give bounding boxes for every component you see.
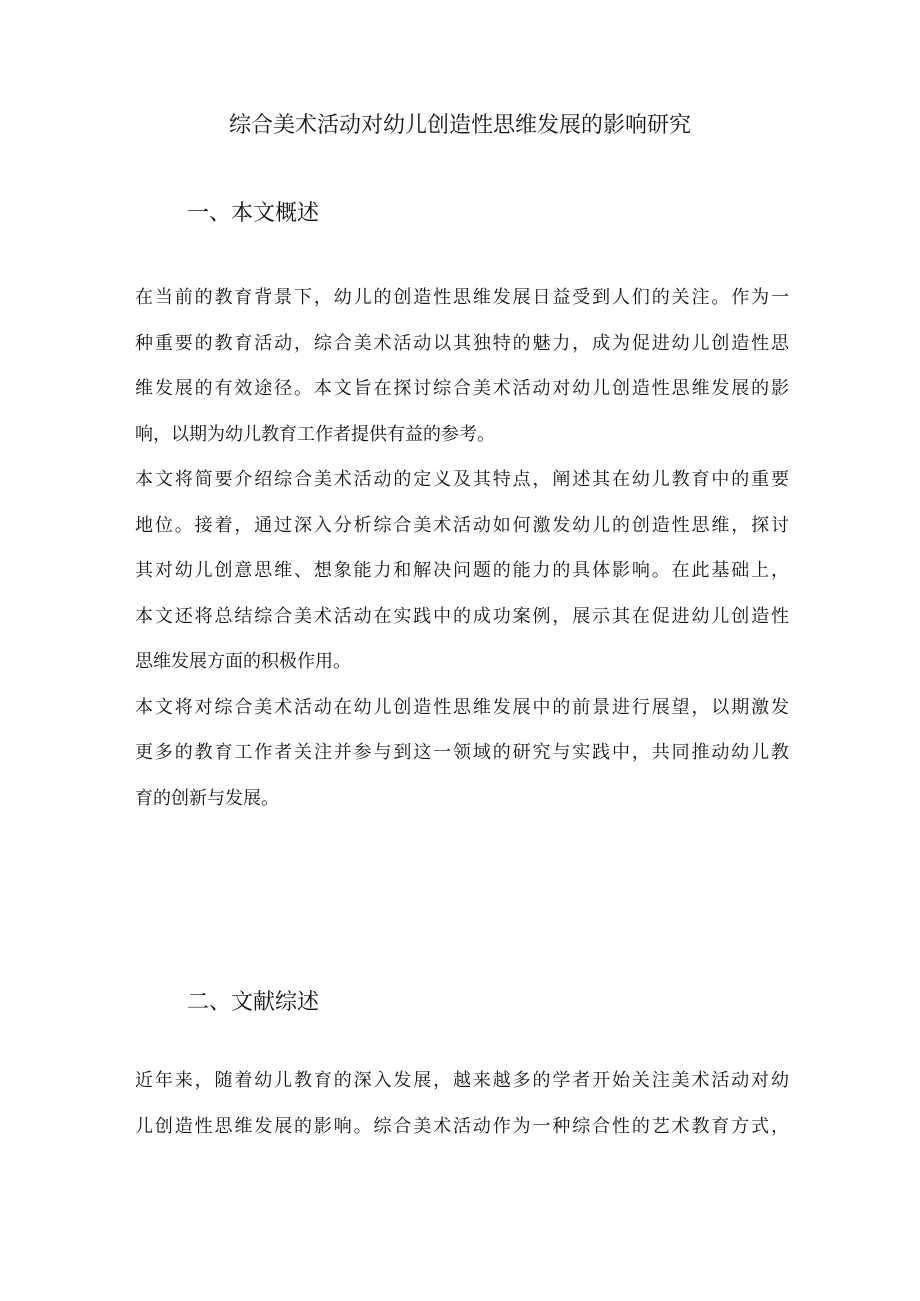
text-line: 其对幼儿创意思维、想象能力和解决问题的能力的具体影响。在此基础上， (135, 560, 789, 581)
text-line: 思维发展方面的积极作用。 (135, 651, 351, 672)
text-line: 维发展的有效途径。本文旨在探讨综合美术活动对幼儿创造性思维发展的影 (135, 378, 789, 399)
text-line: 近年来，随着幼儿教育的深入发展，越来越多的学者开始关注美术活动对幼 (135, 1070, 789, 1091)
paragraph (135, 1058, 789, 1149)
text-line: 本文将简要介绍综合美术活动的定义及其特点，阐述其在幼儿教育中的重要 (135, 469, 789, 490)
section-body-overview (135, 275, 789, 821)
text-line: 育的创新与发展。 (135, 787, 279, 809)
paragraph (135, 275, 789, 457)
section-heading-literature-review: 二、文献综述 (187, 990, 320, 1015)
section-body-literature-review (135, 1058, 789, 1149)
text-line: 本文将对综合美术活动在幼儿创造性思维发展中的前景进行展望，以期激发 (135, 696, 789, 718)
text-line: 更多的教育工作者关注并参与到这一领域的研究与实践中，共同推动幼儿教 (135, 742, 789, 763)
text-line: 地位。接着，通过深入分析综合美术活动如何激发幼儿的创造性思维，探讨 (135, 514, 789, 536)
paragraph (135, 685, 789, 822)
text-line: 本文还将总结综合美术活动在实践中的成功案例，展示其在促进幼儿创造性 (135, 605, 789, 627)
text-line: 在当前的教育背景下，幼儿的创造性思维发展日益受到人们的关注。作为一 (135, 287, 789, 308)
paragraph (135, 457, 789, 685)
text-line: 种重要的教育活动，综合美术活动以其独特的魅力，成为促进幼儿创造性思 (135, 332, 789, 354)
section-heading-overview: 一、本文概述 (187, 201, 320, 226)
text-line: 响，以期为幼儿教育工作者提供有益的参考。 (135, 423, 495, 445)
text-line: 儿创造性思维发展的影响。综合美术活动作为一种综合性的艺术教育方式， (135, 1115, 789, 1137)
document-title: 综合美术活动对幼儿创造性思维发展的影响研究 (228, 113, 691, 138)
